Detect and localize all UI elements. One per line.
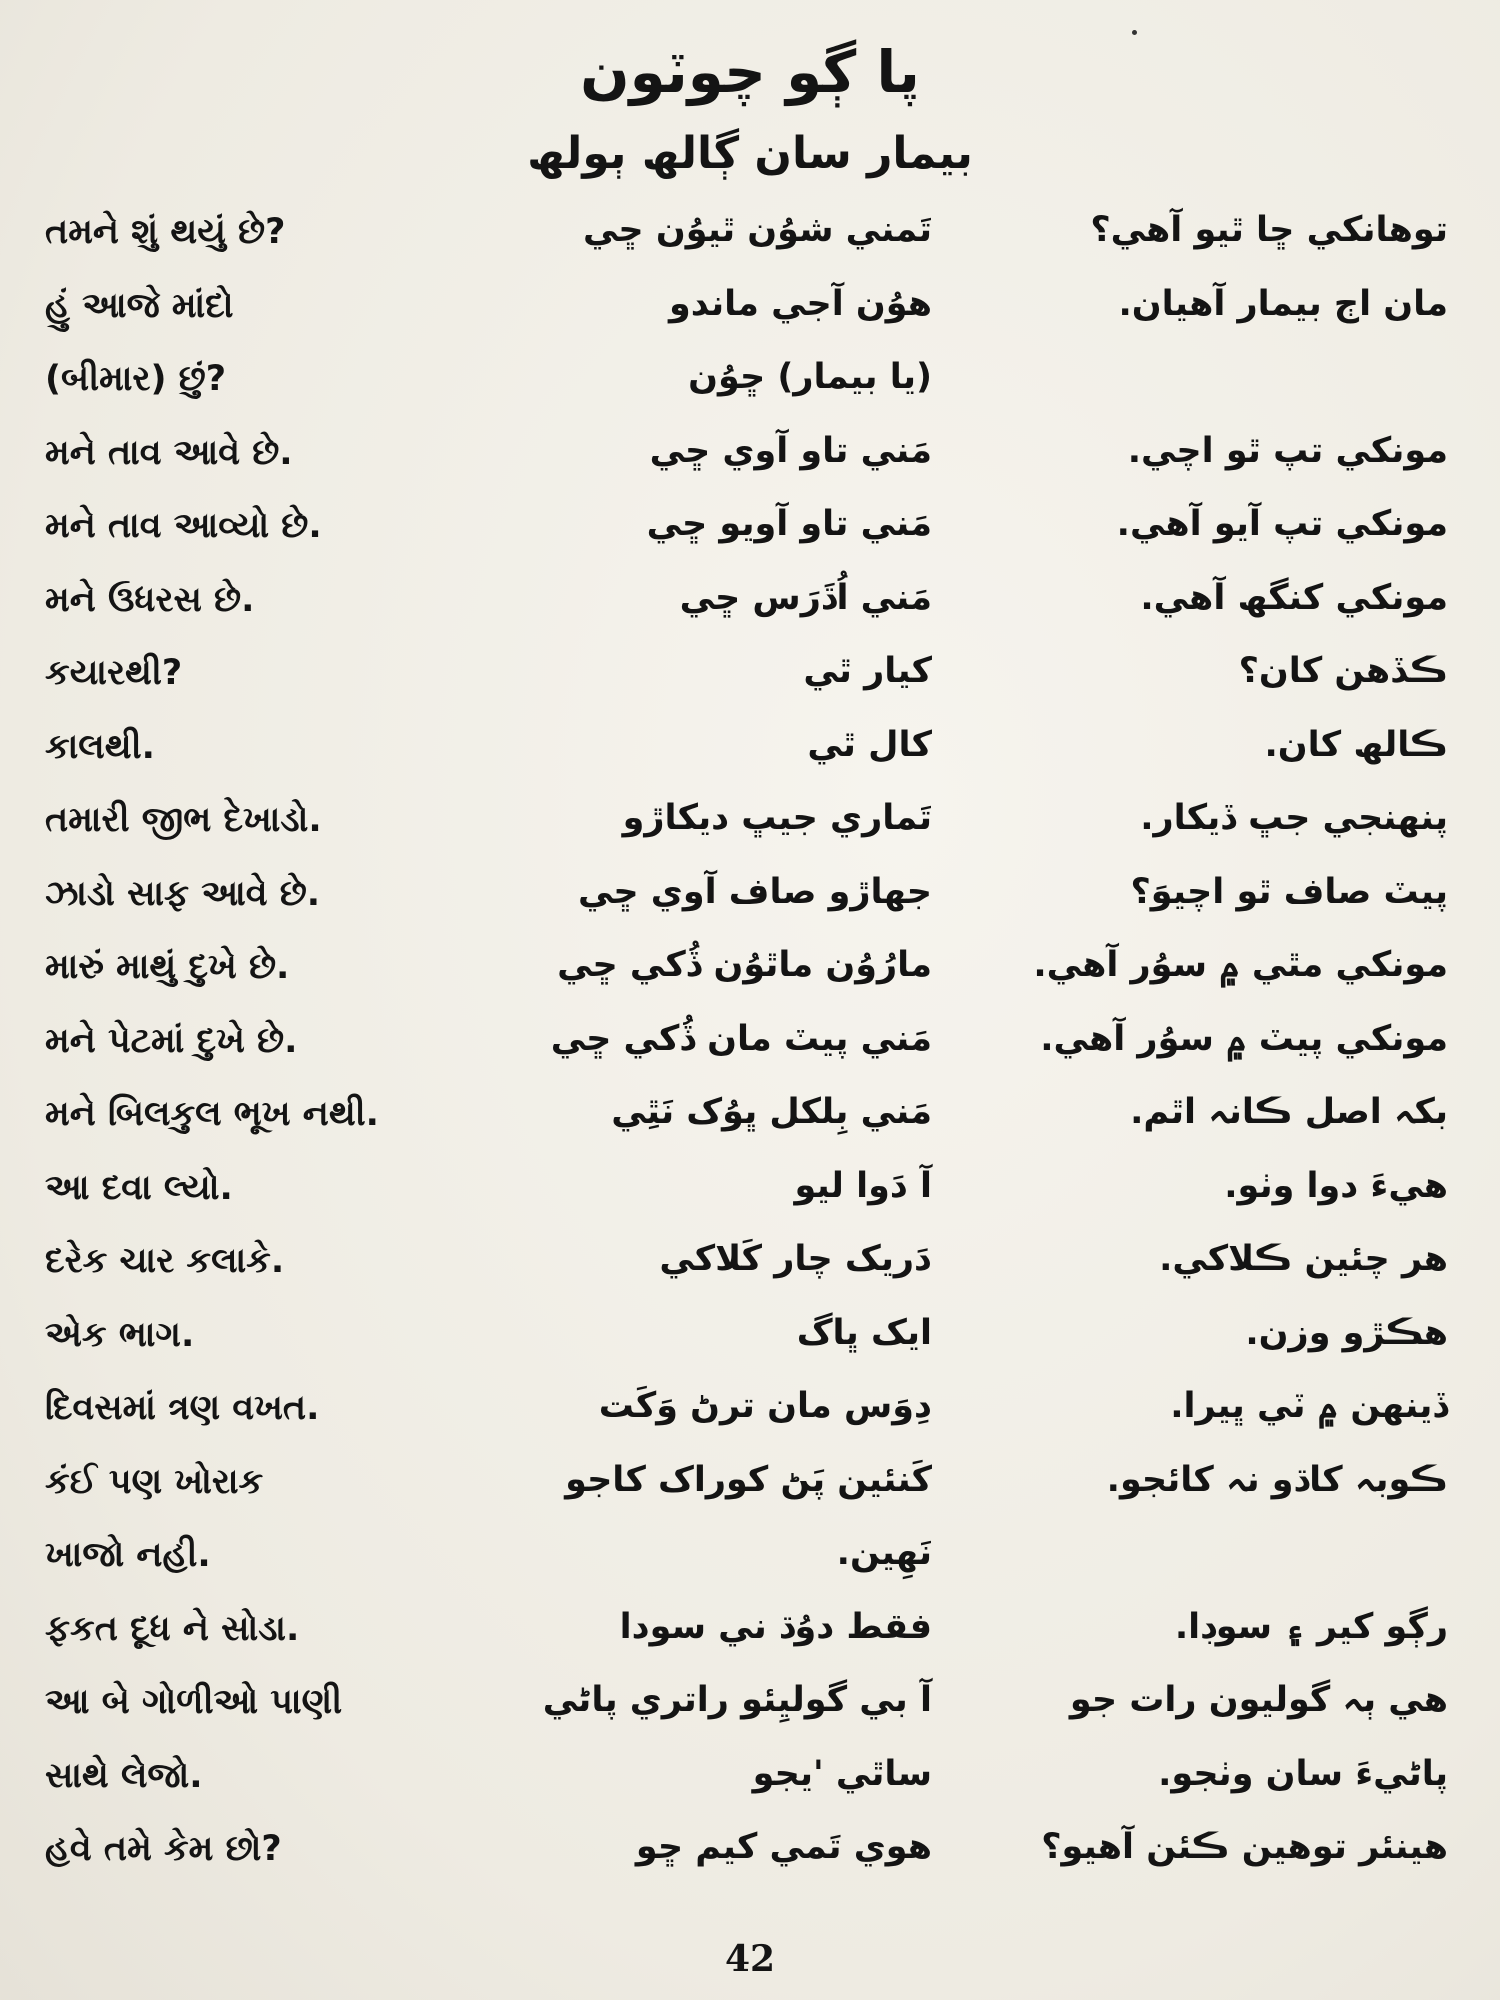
sindhi-translation: ڪوبہ کاڌو نہ کائجو.: [1106, 1459, 1448, 1500]
gujarati-text: હું આજે માંદો: [45, 285, 234, 326]
sindhi-translation: هر چئين ڪلاکي.: [1159, 1239, 1448, 1279]
phrase-row: [0, 1237, 1500, 1311]
sindhi-transliteration: نَهِين.: [836, 1533, 932, 1573]
sindhi-translation: پاڻيءَ سان وٺجو.: [1158, 1753, 1448, 1794]
sindhi-transliteration: کَنئين پَڻ کوراک کاجو: [565, 1459, 932, 1500]
sindhi-transliteration: هوُن آجي ماندو: [668, 283, 932, 324]
sindhi-translation: رڳو کير ۽ سوڊا.: [1174, 1606, 1448, 1647]
gujarati-text: આ બે ગોળીઓ પાણી: [45, 1682, 343, 1722]
gujarati-text: તમને શું થયું છે?: [45, 212, 286, 252]
phrase-row: [0, 1531, 1500, 1605]
sindhi-transliteration: دِوَس مان ترڻ وَکَت: [598, 1386, 932, 1426]
phrase-row: [0, 1164, 1500, 1238]
phrase-row: [0, 576, 1500, 650]
phrase-row: [0, 282, 1500, 356]
sindhi-translation: توهانکي ڇا ٿيو آهي؟: [1090, 210, 1448, 250]
gujarati-text: એક ભાગ.: [45, 1314, 195, 1355]
gujarati-text: કયારથી?: [45, 653, 183, 693]
sindhi-transliteration: فقط دوُڌ ني سودا: [619, 1606, 932, 1647]
gujarati-text: દરેક ચાર કલાકે.: [45, 1241, 285, 1281]
gujarati-text: મને ઉધરસ છે.: [45, 579, 255, 620]
phrase-row: [0, 870, 1500, 944]
phrase-row: [0, 1752, 1500, 1826]
sindhi-transliteration: مَني پيٽ مان ڏُکي ڇي: [550, 1018, 932, 1059]
sindhi-transliteration: مَني تاو آويو ڇي: [646, 504, 932, 544]
speck: [1132, 30, 1137, 35]
sindhi-transliteration: تَماري جيڀ ديکاڙو: [622, 798, 932, 838]
sindhi-transliteration: دَريک چار کَلاکي: [659, 1239, 932, 1279]
sindhi-transliteration: کيار ٿي: [803, 651, 932, 691]
gujarati-text: ફકત દૂધ ને સોડા.: [45, 1608, 300, 1649]
sindhi-transliteration: مَني بِلکل ڀوُک نَٿِي: [611, 1092, 932, 1132]
sindhi-translation: مونکي پيٽ ۾ سوُر آهي.: [1040, 1018, 1448, 1059]
gujarati-text: મને બિલકુલ ભૂખ નથી.: [45, 1094, 379, 1134]
sindhi-transliteration: کال ٿي: [807, 724, 932, 765]
phrase-row: [0, 429, 1500, 503]
sindhi-transliteration: ايک ڀاگ: [796, 1312, 932, 1353]
sindhi-translation: مونکي تپ ٿو اچي.: [1127, 430, 1448, 471]
gujarati-text: દિવસમાં ત્રણ વખત.: [45, 1388, 320, 1428]
gujarati-text: મને તાવ આવ્યો છે.: [45, 506, 322, 546]
sindhi-transliteration: آ بي گوليِئو راتري پاڻي: [542, 1680, 932, 1720]
gujarati-text: ઝાડો સાફ આવે છે.: [45, 873, 321, 914]
sindhi-translation: مونکي مٿي ۾ سوُر آهي.: [1033, 945, 1448, 985]
gujarati-text: કાલથી.: [45, 726, 155, 767]
page-number: 42: [724, 1938, 776, 1980]
gujarati-text: હવે તમે કેમ છો?: [45, 1829, 282, 1869]
sindhi-translation: هيءَ دوا وٺو.: [1224, 1165, 1448, 1206]
phrase-row: [0, 1605, 1500, 1679]
phrase-row: [0, 796, 1500, 870]
phrase-row: [0, 502, 1500, 576]
gujarati-text: મને તાવ આવે છે.: [45, 432, 293, 473]
gujarati-text: ખાજો નહી.: [45, 1535, 211, 1575]
page-title: پا ڳو چوٽون: [580, 38, 920, 106]
phrase-table: [0, 208, 1500, 1899]
sindhi-translation: مونکي کنگھ آهي.: [1140, 577, 1448, 618]
sindhi-translation: هينئر توهين ڪئن آهيو؟: [1041, 1827, 1448, 1867]
phrase-row: [0, 355, 1500, 429]
gujarati-text: (બીમાર) છું?: [45, 359, 227, 399]
sindhi-translation: ڪڏهن کان؟: [1238, 651, 1448, 691]
sindhi-transliteration: (يا بيمار) ڇوُن: [688, 357, 932, 397]
gujarati-text: આ દવા લ્યો.: [45, 1167, 233, 1208]
sindhi-transliteration: مارُوُن ماٿوُن ڏُکي ڇي: [557, 945, 932, 985]
sindhi-transliteration: هوي تَمي کيم ڇو: [635, 1827, 932, 1867]
sindhi-translation: پيٽ صاف ٿو اچيوَ؟: [1130, 871, 1448, 912]
sindhi-translation: پنهنجي جڀ ڏيکار.: [1140, 798, 1448, 838]
sindhi-transliteration: مَني اُڌَرَس ڇي: [679, 577, 932, 618]
page-subtitle: بيمار سان ڳالھ ٻولھ: [527, 128, 973, 179]
sindhi-translation: بکہ اصل ڪانہ اٿم.: [1130, 1092, 1448, 1132]
phrase-row: [0, 1384, 1500, 1458]
phrase-row: [0, 1311, 1500, 1385]
gujarati-text: તમારી જીભ દેખાડો.: [45, 800, 322, 840]
sindhi-transliteration: تَمني شوُن ٿيوُن ڇي: [583, 210, 932, 250]
sindhi-translation: مونکي تپ آيو آهي.: [1116, 504, 1448, 544]
phrase-row: [0, 649, 1500, 723]
sindhi-transliteration: مَني تاو آوي ڇي: [649, 430, 932, 471]
sindhi-transliteration: جھاڙو صاف آوي ڇي: [577, 871, 932, 912]
phrase-row: [0, 943, 1500, 1017]
sindhi-translation: ڪالھ کان.: [1264, 724, 1448, 765]
gujarati-text: મારું માથું દુખે છે.: [45, 947, 290, 987]
sindhi-translation: مان اڄ بيمار آهيان.: [1118, 283, 1448, 324]
phrase-row: [0, 208, 1500, 282]
phrase-row: [0, 1458, 1500, 1532]
sindhi-translation: هي ٻہ گوليون رات جو: [1069, 1680, 1448, 1720]
sindhi-transliteration: آ دَوا ليو: [794, 1165, 932, 1206]
phrase-row: [0, 1090, 1500, 1164]
sindhi-translation: ڏينهن ۾ ٽي ڀيرا.: [1170, 1386, 1448, 1426]
gujarati-text: કંઈ પણ ખોરાક: [45, 1461, 264, 1502]
gujarati-text: મને પેટમાં દુખે છે.: [45, 1020, 298, 1061]
gujarati-text: સાથે લેજો.: [45, 1755, 203, 1796]
phrase-row: [0, 723, 1500, 797]
phrase-row: [0, 1825, 1500, 1899]
phrase-row: [0, 1017, 1500, 1091]
phrase-row: [0, 1678, 1500, 1752]
sindhi-translation: هڪڙو وزن.: [1245, 1312, 1448, 1353]
sindhi-transliteration: ساٿي 'يجو: [752, 1753, 932, 1794]
